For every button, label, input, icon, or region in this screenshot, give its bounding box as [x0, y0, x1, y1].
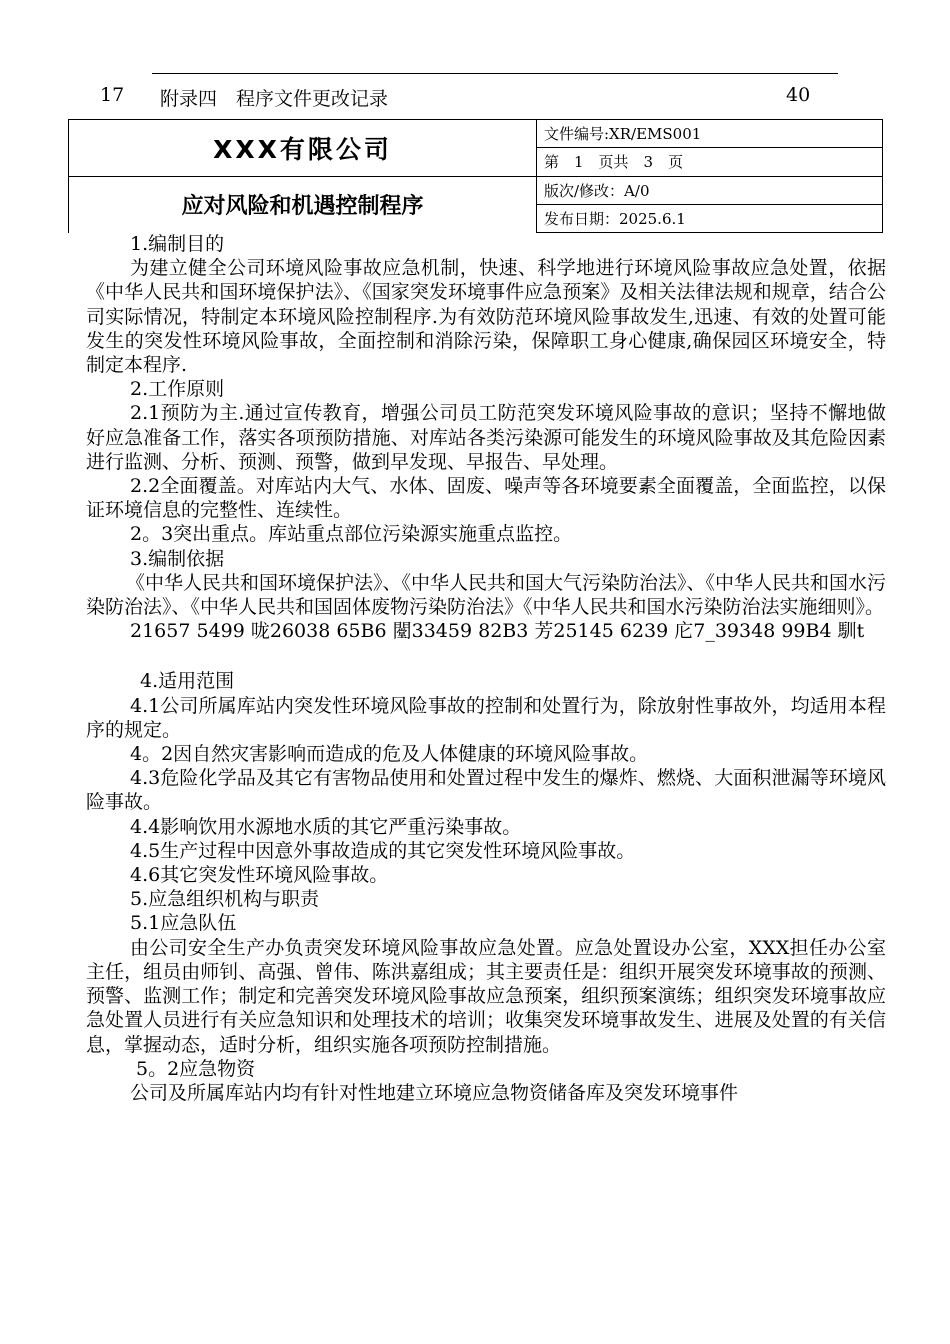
document-body [86, 232, 886, 1105]
paragraph: 2。3突出重点。库站重点部位污染源实施重点监控。 [130, 523, 573, 546]
paragraph: 4.3危险化学品及其它有害物品使用和处置过程中发生的爆炸、燃烧、大面积泄漏等环境风险事故。 [86, 767, 886, 814]
paragraph: 4.1公司所属库站内突发性环境风险事故的控制和处置行为，除放射性事故外，均适用本程序的规定。 [86, 694, 886, 741]
version-info: 版次/修改：A/0 [537, 176, 883, 204]
toc-rule [152, 73, 838, 74]
section-heading: 5.应急组织机构与职责 [130, 888, 320, 911]
paragraph: 公司及所属库站内均有针对性地建立环境应急物资储备库及突发环境事件 [130, 1081, 739, 1104]
garbled-line: 21657 5499 咙26038 65B6 闛33459 82B3 芳25145 6239 庀7_39348 99B4 馴t [130, 620, 865, 643]
paragraph: 4.5生产过程中因意外事故造成的其它突发性环境风险事故。 [130, 839, 636, 862]
paragraph: 《中华人民共和国环境保护法》、《中华人民共和国大气污染防治法》、《中华人民共和国水污染防治法》、《中华人民共和国固体废物污染防治法》《中华人民共和国水污染防治法实施细则》。 [86, 571, 887, 619]
section-heading: 2.工作原则 [130, 378, 225, 401]
paragraph: 4.4影响饮用水源地水质的其它严重污染事故。 [130, 815, 522, 838]
paragraph: 4。2因自然灾害影响而造成的危及人体健康的环境风险事故。 [130, 743, 649, 766]
toc-entry [0, 84, 950, 110]
paragraph: 2.1预防为主.通过宣传教育，增强公司员工防范突发环境风险事故的意识；坚持不懈地做好应急准备工作，落实各项预防措施、对库站各类污染源可能发生的环境风险事故及其危险因素进行监测、分析、预测、预警，做到早发现、早报告、早处理。 [86, 402, 886, 473]
subsection-heading: 5.1应急队伍 [130, 912, 237, 935]
section-heading: 4.适用范围 [140, 670, 235, 693]
paragraph: 为建立健全公司环境风险事故应急机制，快速、科学地进行环境风险事故应急处置，依据《中华人民共和国环境保护法》、《国家突发环境事件应急预案》及相关法律法规和规章，结合公司实际情况，特制定本环境风险控制程序.为有效防范环境风险事故发生,迅速、有效的处置可能发生的突发性环境风险事故，全面控制和消除污染，保障职工身心健康,确保园区环境安全，特制定本程序. [86, 257, 886, 377]
issue-date: 发布日期：2025.6.1 [537, 204, 883, 232]
paragraph: 4.6其它突发性环境风险事故。 [130, 864, 389, 887]
toc-number: 17 [100, 84, 125, 106]
toc-page: 40 [786, 84, 811, 106]
doc-number: 文件编号:XR/EMS001 [537, 120, 883, 148]
procedure-title: 应对风险和机遇控制程序 [69, 176, 537, 233]
paragraph: 2.2全面覆盖。对库站内大气、水体、固废、噪声等各环境要素全面覆盖，全面监控，以保证环境信息的完整性、连续性。 [86, 475, 886, 522]
document-header-table [68, 119, 883, 233]
toc-title: 附录四 程序文件更改记录 [160, 88, 389, 110]
section-heading: 3.编制依据 [130, 547, 225, 570]
subsection-heading: 5。2应急物资 [136, 1057, 256, 1080]
section-heading: 1.编制目的 [130, 233, 225, 255]
page-info: 第 1 页共 3 页 [537, 148, 883, 176]
company-name: XXX有限公司 [69, 120, 537, 177]
paragraph: 由公司安全生产办负责突发环境风险事故应急处置。应急处置设办公室，XXX担任办公室主任，组员由师钊、高强、曾伟、陈洪嘉组成；其主要责任是：组织开展突发环境事故的预测、预警、监测工作；制定和完善突发环境风险事故应急预案，组织预案演练；组织突发环境事故应急处置人员进行有关应急知识和处理技术的培训；收集突发环境事故发生、进展及处置的有关信息，掌握动态，适时分析，组织实施各项预防控制措施。 [86, 936, 886, 1056]
